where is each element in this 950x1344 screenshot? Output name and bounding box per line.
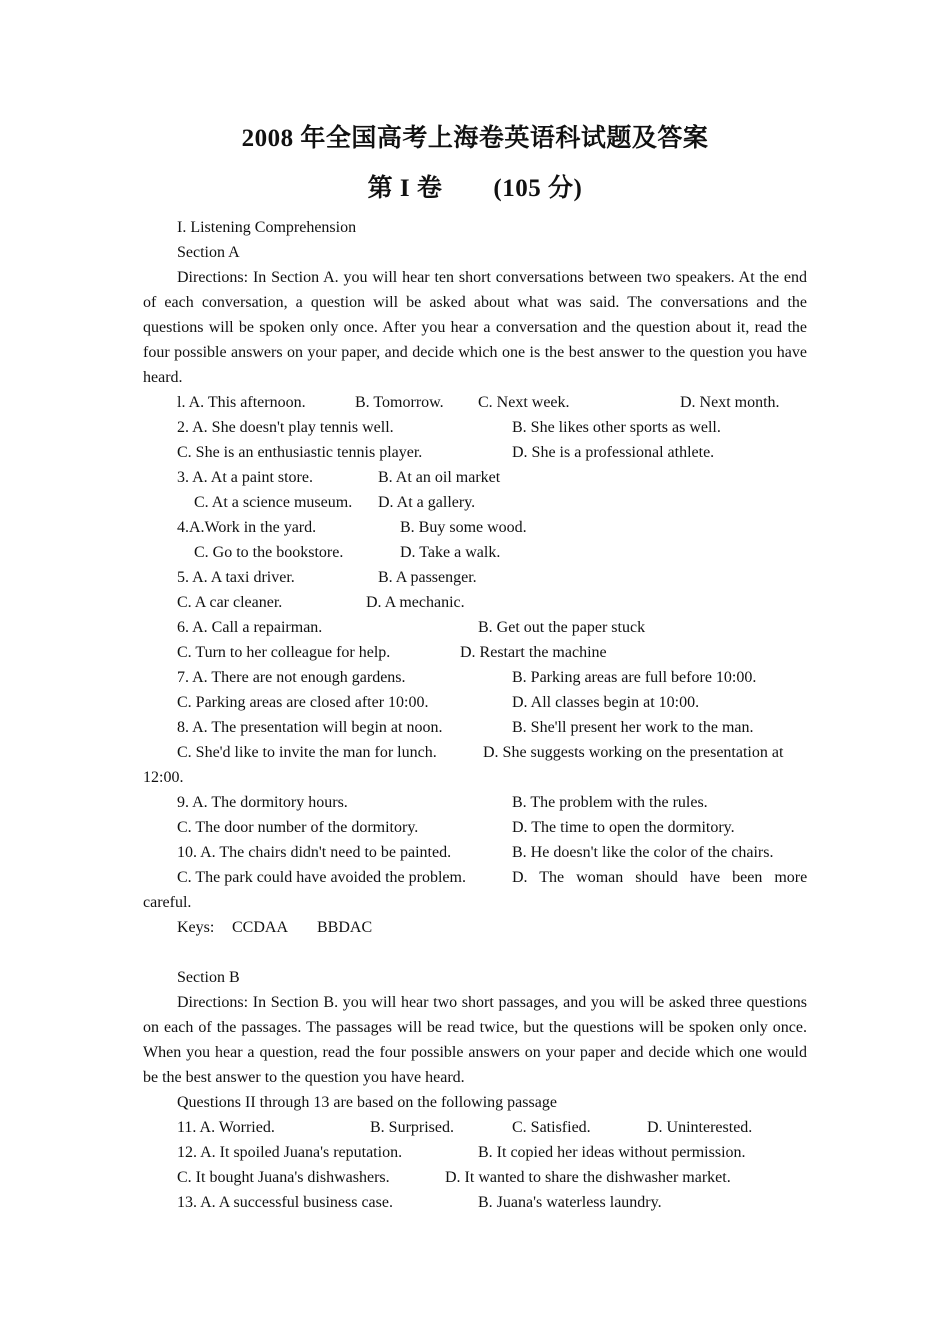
q1-option-a: l. A. This afternoon. [177, 394, 306, 411]
q7-option-d: D. All classes begin at 10:00. [512, 694, 700, 711]
keys-group-2: BBDAC [317, 919, 373, 936]
q3-option-a: 3. A. At a paint store. [177, 469, 313, 486]
q10-option-d-continued: careful. [143, 894, 192, 911]
q6-option-c: C. Turn to her colleague for help. [177, 644, 391, 661]
q9-option-c: C. The door number of the dormitory. [177, 819, 419, 836]
q7-option-c: C. Parking areas are closed after 10:00. [177, 694, 429, 711]
q9-option-b: B. The problem with the rules. [512, 794, 708, 811]
q10-option-d: D. The woman should have been more [512, 869, 808, 886]
section-b-heading: Section B [177, 969, 240, 986]
q9-option-d: D. The time to open the dormitory. [512, 819, 735, 836]
directions-b: Directions: In Section B. you will hear two short passages, and you will be asked three questions on each of the passages. The passages will be read twice, but the questions will be spoken only once. When you hear a question, read the four possible answers on your paper and decide which one would be the best answer to the question you have heard. [143, 994, 807, 1086]
q8-option-b: B. She'll present her work to the man. [512, 719, 754, 736]
q10-option-b: B. He doesn't like the color of the chairs. [512, 844, 774, 861]
q6-option-d: D. Restart the machine [460, 644, 607, 661]
q10-option-c: C. The park could have avoided the problem. [177, 869, 466, 886]
q4-option-b: B. Buy some wood. [400, 519, 527, 536]
part-heading: I. Listening Comprehension [177, 219, 357, 236]
q8-option-d: D. She suggests working on the presentation at [483, 744, 784, 761]
q12-option-c: C. It bought Juana's dishwashers. [177, 1169, 390, 1186]
q10-option-a: 10. A. The chairs didn't need to be painted. [177, 844, 452, 861]
q3-option-d: D. At a gallery. [378, 494, 476, 511]
keys-label: Keys: [177, 919, 215, 936]
q11-option-b: B. Surprised. [370, 1119, 454, 1136]
q12-option-d: D. It wanted to share the dishwasher market. [445, 1169, 731, 1186]
q2-option-a: 2. A. She doesn't play tennis well. [177, 419, 394, 436]
keys-group-1: CCDAA [232, 919, 289, 936]
q5-option-d: D. A mechanic. [366, 594, 465, 611]
q5-option-b: B. A passenger. [378, 569, 477, 586]
q8-option-d-continued: 12:00. [143, 769, 184, 786]
q2-option-c: C. She is an enthusiastic tennis player. [177, 444, 423, 461]
q12-option-b: B. It copied her ideas without permission. [478, 1144, 746, 1161]
q6-option-a: 6. A. Call a repairman. [177, 619, 323, 636]
q1-option-d: D. Next month. [680, 394, 780, 411]
q5-option-c: C. A car cleaner. [177, 594, 283, 611]
q11-option-a: 11. A. Worried. [177, 1119, 275, 1136]
q9-option-a: 9. A. The dormitory hours. [177, 794, 348, 811]
q7-option-b: B. Parking areas are full before 10:00. [512, 669, 757, 686]
q1-option-c: C. Next week. [478, 394, 570, 411]
q3-option-c: C. At a science museum. [194, 494, 353, 511]
page-subtitle: 第 I 卷 (105 分) [367, 175, 583, 202]
q11-option-c: C. Satisfied. [512, 1119, 591, 1136]
q13-option-b: B. Juana's waterless laundry. [478, 1194, 662, 1211]
q8-option-c: C. She'd like to invite the man for lunch. [177, 744, 437, 761]
passage-intro: Questions II through 13 are based on the following passage [177, 1094, 557, 1111]
q12-option-a: 12. A. It spoiled Juana's reputation. [177, 1144, 403, 1161]
q3-option-b: B. At an oil market [378, 469, 501, 486]
q13-option-a: 13. A. A successful business case. [177, 1194, 393, 1211]
q5-option-a: 5. A. A taxi driver. [177, 569, 295, 586]
section-a-heading: Section A [177, 244, 240, 261]
q4-option-c: C. Go to the bookstore. [194, 544, 344, 561]
q4-option-d: D. Take a walk. [400, 544, 501, 561]
page-title: 2008 年全国高考上海卷英语科试题及答案 [241, 125, 709, 152]
q6-option-b: B. Get out the paper stuck [478, 619, 646, 636]
q8-option-a: 8. A. The presentation will begin at noon. [177, 719, 443, 736]
q1-option-b: B. Tomorrow. [355, 394, 444, 411]
q7-option-a: 7. A. There are not enough gardens. [177, 669, 406, 686]
directions-a: Directions: In Section A. you will hear ten short conversations between two speakers. At the end of each conversation, a question will be asked about what was said. The conversations and the questions will be spoken only once. After you hear a conversation and the question about it, read the four possible answers on your paper, and decide which one is the best answer to the question you have heard. [143, 269, 807, 386]
q11-option-d: D. Uninterested. [647, 1119, 753, 1136]
q4-option-a: 4.A.Work in the yard. [177, 519, 317, 536]
q2-option-d: D. She is a professional athlete. [512, 444, 715, 461]
q2-option-b: B. She likes other sports as well. [512, 419, 721, 436]
